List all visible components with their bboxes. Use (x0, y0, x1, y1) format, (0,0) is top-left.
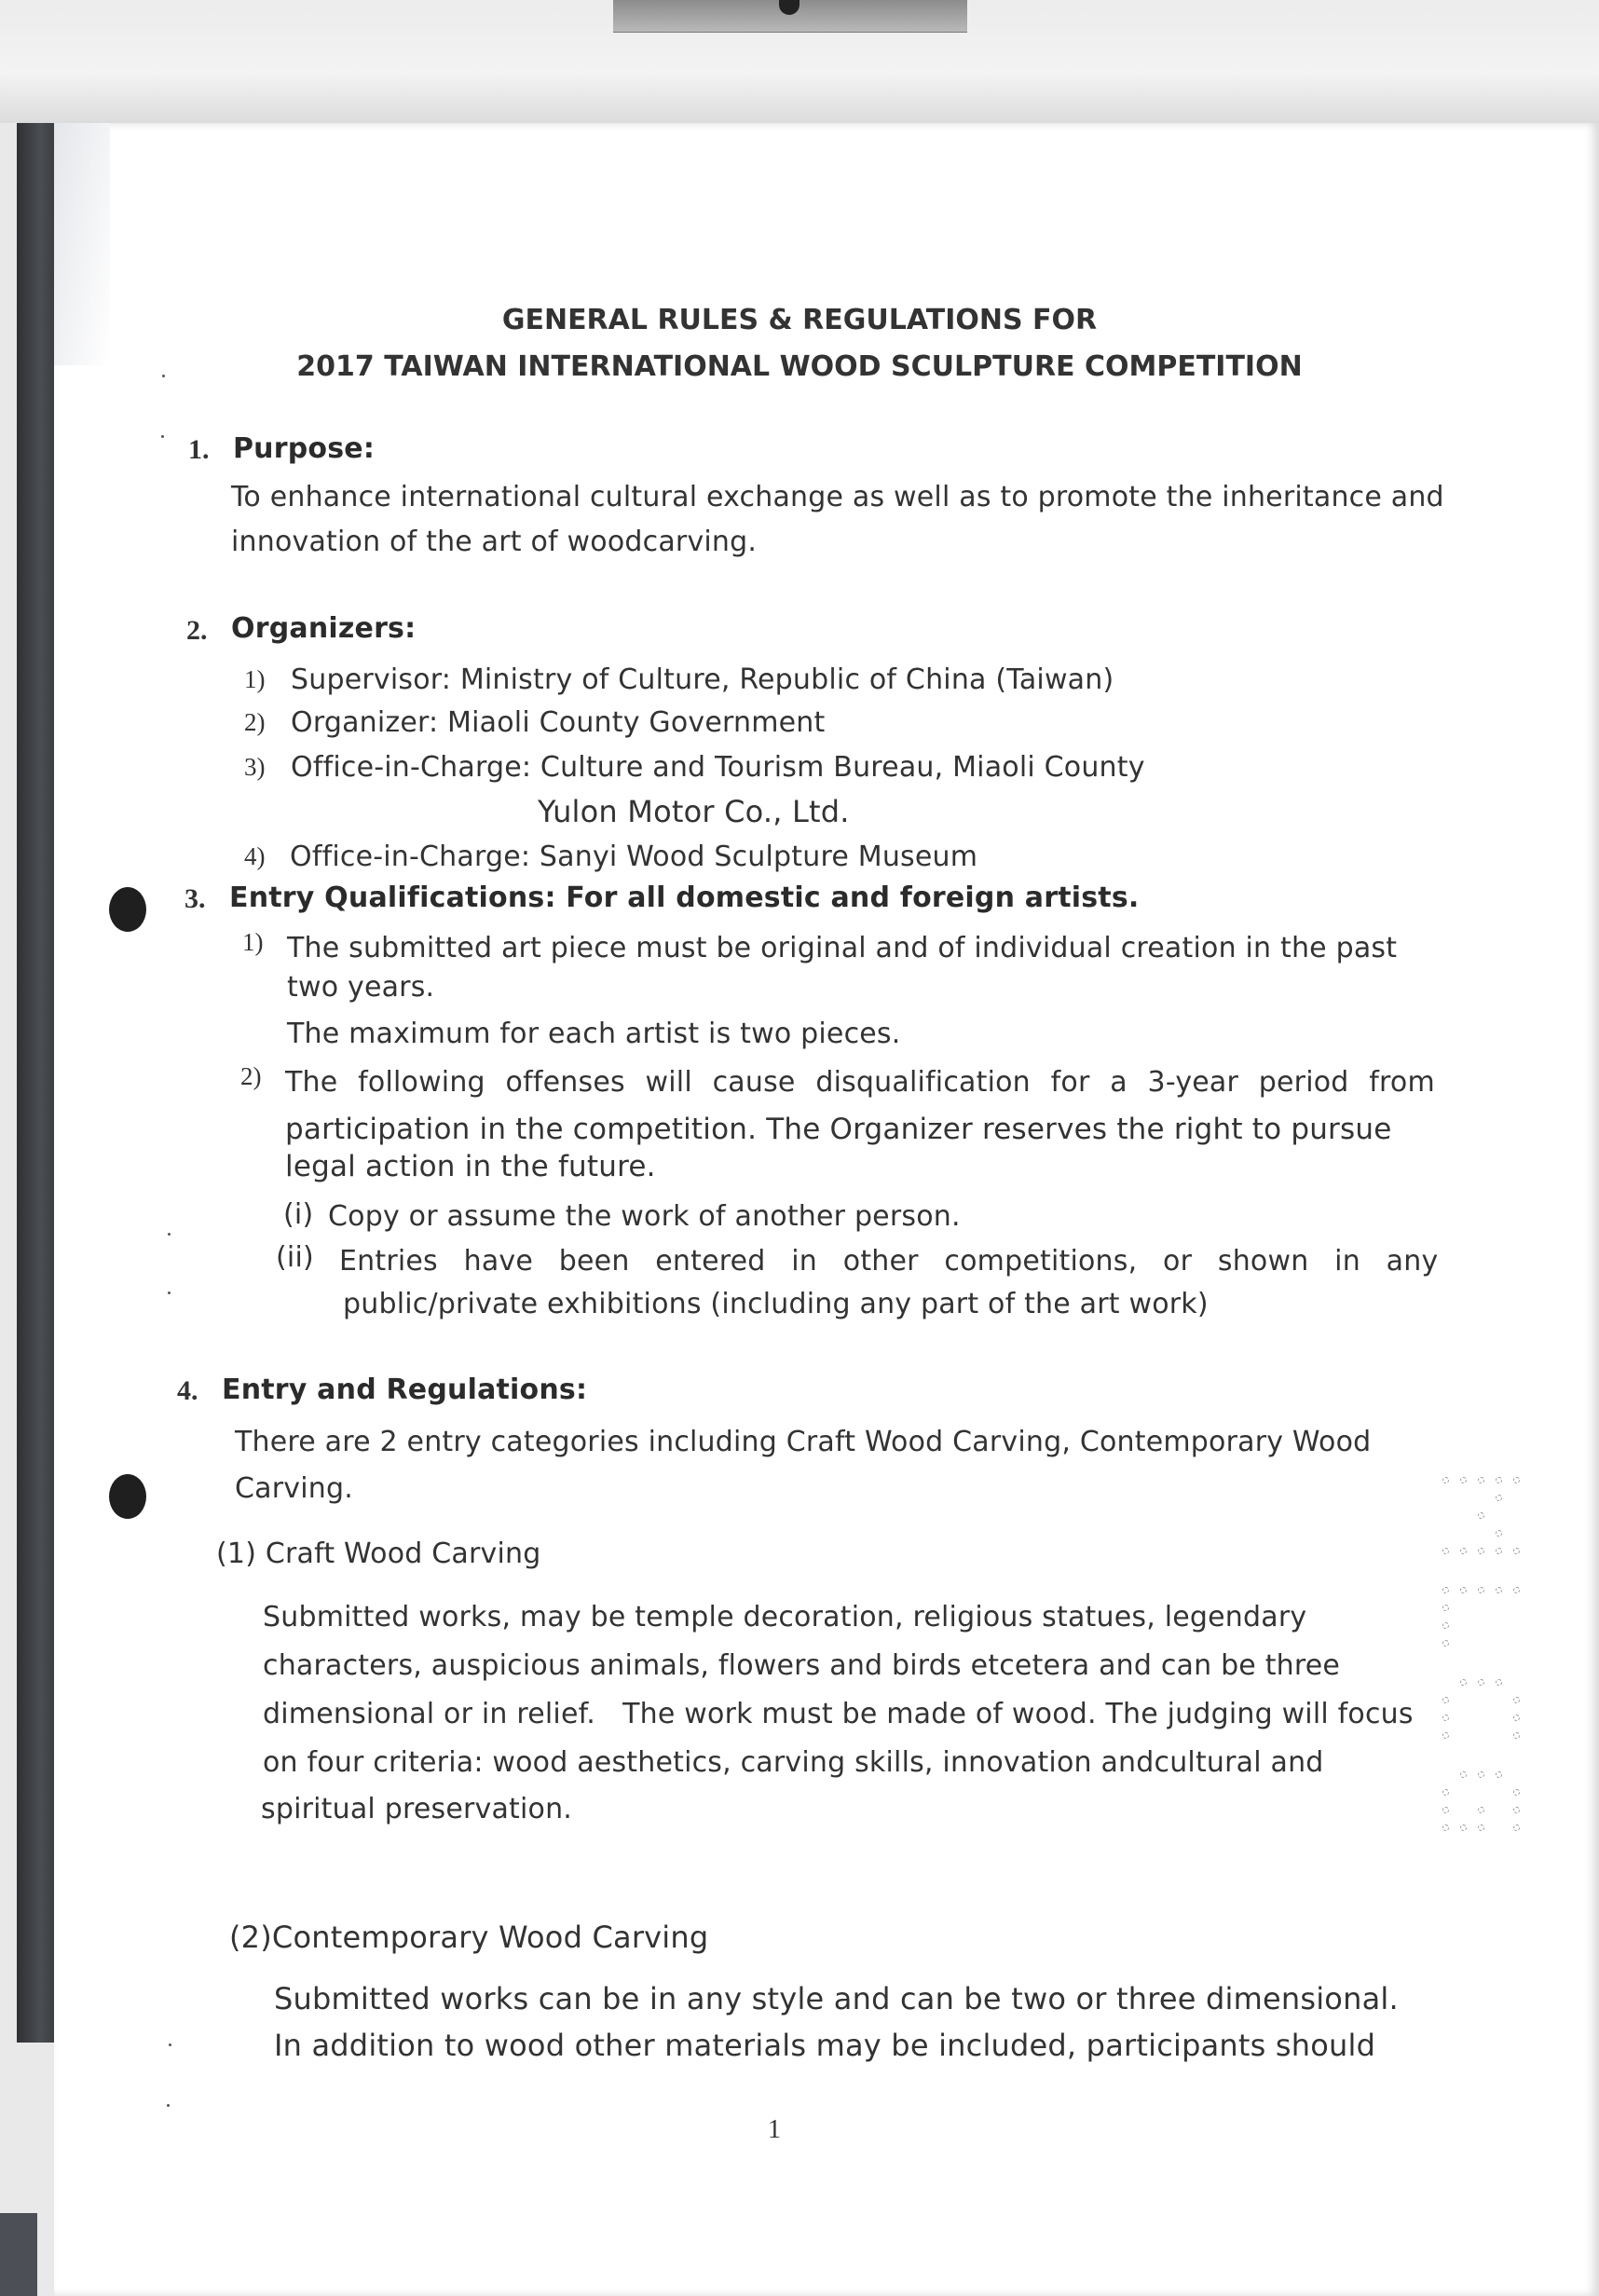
stamp-dot (1442, 1587, 1449, 1593)
stamp-dot (1460, 1771, 1467, 1778)
section-heading-entry-qualifications: Entry Qualifications: For all domestic and foreign artists. (229, 882, 1140, 914)
stamp-dot (1460, 1477, 1467, 1483)
stamp-dot (1442, 1640, 1449, 1647)
organizer-item: Office-in-Charge: Culture and Tourism Bureau, Miaoli County (291, 751, 1145, 784)
stamp-dot (1460, 1824, 1467, 1831)
stamp-dot (1496, 1548, 1502, 1554)
qualification-text-line: participation in the competition. The Organizer reserves the right to pursue (285, 1113, 1392, 1146)
stamp-dot (1496, 1587, 1502, 1593)
qualification-text-line: two years. (287, 971, 435, 1004)
section-heading-entry-regulations: Entry and Regulations: (222, 1374, 588, 1406)
section-number: 3. (184, 883, 206, 914)
scanner-clip (613, 0, 967, 33)
list-marker: 1) (244, 665, 266, 693)
stamp-dot (1442, 1789, 1449, 1796)
stamp-dot (1442, 1477, 1449, 1483)
craft-description-line: spiritual preservation. (261, 1793, 573, 1825)
list-marker: 3) (244, 753, 266, 781)
scan-speck (168, 1292, 171, 1294)
stamp-dot (1442, 1715, 1449, 1721)
offense-item: Copy or assume the work of another person. (328, 1200, 961, 1233)
section-number: 4. (177, 1375, 198, 1406)
binder-edge-bottom (0, 2213, 37, 2296)
scan-speck (169, 2043, 171, 2046)
section-number: 1. (188, 434, 210, 465)
qualification-text-line: The following offenses will cause disqualification for a 3-year period from (285, 1066, 1435, 1099)
binder-edge (17, 123, 56, 2043)
qualification-text-line: legal action in the future. (285, 1150, 656, 1183)
entry-intro-line: Carving. (235, 1472, 353, 1505)
stamp-dot (1513, 1477, 1520, 1483)
scan-speck (167, 2104, 170, 2107)
list-marker: 2) (244, 708, 266, 736)
stamp-dot (1478, 1824, 1484, 1831)
organizer-item: Organizer: Miaoli County Government (291, 706, 826, 739)
contemporary-description-line: Submitted works can be in any style and can be two or three dimensional. (274, 1981, 1399, 2016)
document-title-line1: GENERAL RULES & REGULATIONS FOR (501, 304, 1098, 336)
stamp-dot (1442, 1807, 1449, 1813)
stamp-dot (1478, 1477, 1484, 1483)
stamp-dot (1478, 1771, 1484, 1778)
scan-speck (168, 1233, 171, 1236)
stamp-dot (1496, 1477, 1502, 1483)
entry-intro-line: There are 2 entry categories including Craft Wood Carving, Contemporary Wood (235, 1426, 1372, 1458)
stamp-dot (1496, 1530, 1502, 1537)
craft-description-line: on four criteria: wood aesthetics, carving skills, innovation andcultural and (263, 1746, 1324, 1779)
list-marker: 4) (244, 842, 266, 870)
hole-punch (109, 1474, 146, 1519)
stamp-dot (1513, 1732, 1520, 1739)
stamp-dot (1478, 1548, 1484, 1554)
qualification-text-line: The maximum for each artist is two pieces. (287, 1018, 901, 1050)
purpose-text-line: innovation of the art of woodcarving. (231, 526, 758, 558)
stamp-dot (1478, 1587, 1484, 1593)
stamp-dot (1442, 1622, 1449, 1629)
stamp-dot (1442, 1697, 1449, 1703)
clip-knob (779, 0, 800, 15)
stamp-dot (1460, 1548, 1467, 1554)
stamp-dot (1460, 1587, 1467, 1593)
stamp-dot (1478, 1512, 1484, 1519)
offense-item: public/private exhibitions (including any part of the art work) (343, 1288, 1209, 1320)
purpose-text-line: To enhance international cultural exchange as well as to promote the inheritance and (231, 481, 1444, 513)
stamp-dot (1513, 1789, 1520, 1796)
stamp-dot (1478, 1679, 1484, 1686)
stamp-dot (1513, 1697, 1520, 1703)
scan-speck (161, 435, 164, 438)
craft-description-line: Submitted works, may be temple decoration, religious statues, legendary (263, 1601, 1307, 1633)
contemporary-description-line: In addition to wood other materials may be included, participants should (274, 2028, 1376, 2063)
stamp-dot (1442, 1732, 1449, 1739)
craft-description-line: dimensional or in relief. The work must be made of wood. The judging will focus (263, 1698, 1414, 1730)
document-title-line2: 2017 TAIWAN INTERNATIONAL WOOD SCULPTURE COMPETITION (296, 350, 1303, 383)
stamp-dot (1513, 1548, 1520, 1554)
stamp-dot (1513, 1807, 1520, 1813)
organizer-item: Office-in-Charge: Sanyi Wood Sculpture Museum (290, 840, 978, 873)
stamp-dot (1442, 1548, 1449, 1554)
stamp-dot (1442, 1824, 1449, 1831)
sub-list-marker: (ii) (276, 1241, 314, 1274)
offense-item: Entries have been entered in other competitions, or shown in any (339, 1245, 1439, 1278)
list-marker: 2) (240, 1062, 262, 1090)
stamp-dot (1513, 1824, 1520, 1831)
organizer-item-continuation: Yulon Motor Co., Ltd. (538, 794, 850, 829)
stamp-dot (1460, 1679, 1467, 1686)
sub-list-marker: (i) (283, 1198, 314, 1231)
stamp-dot (1496, 1495, 1502, 1501)
list-marker: 1) (242, 928, 264, 956)
section-number: 2. (186, 615, 208, 646)
hole-punch (109, 887, 146, 932)
stamp-dot (1513, 1587, 1520, 1593)
stamp-dot (1442, 1605, 1449, 1611)
organizer-item: Supervisor: Ministry of Culture, Republic of China (Taiwan) (291, 663, 1114, 696)
section-heading-organizers: Organizers: (231, 612, 417, 645)
stamp-dot (1478, 1807, 1484, 1813)
stamp-dot (1513, 1715, 1520, 1721)
craft-description-line: characters, auspicious animals, flowers and birds etcetera and can be three (263, 1649, 1341, 1682)
section-heading-purpose: Purpose: (233, 432, 376, 465)
qualification-text-line: The submitted art piece must be original and of individual creation in the past (287, 932, 1398, 964)
category-label-contemporary: (2)Contemporary Wood Carving (229, 1920, 709, 1955)
stamp-dot (1496, 1771, 1502, 1778)
category-label-craft: (1) Craft Wood Carving (216, 1538, 541, 1570)
stamp-dot (1496, 1679, 1502, 1686)
page-number: 1 (768, 2115, 782, 2144)
